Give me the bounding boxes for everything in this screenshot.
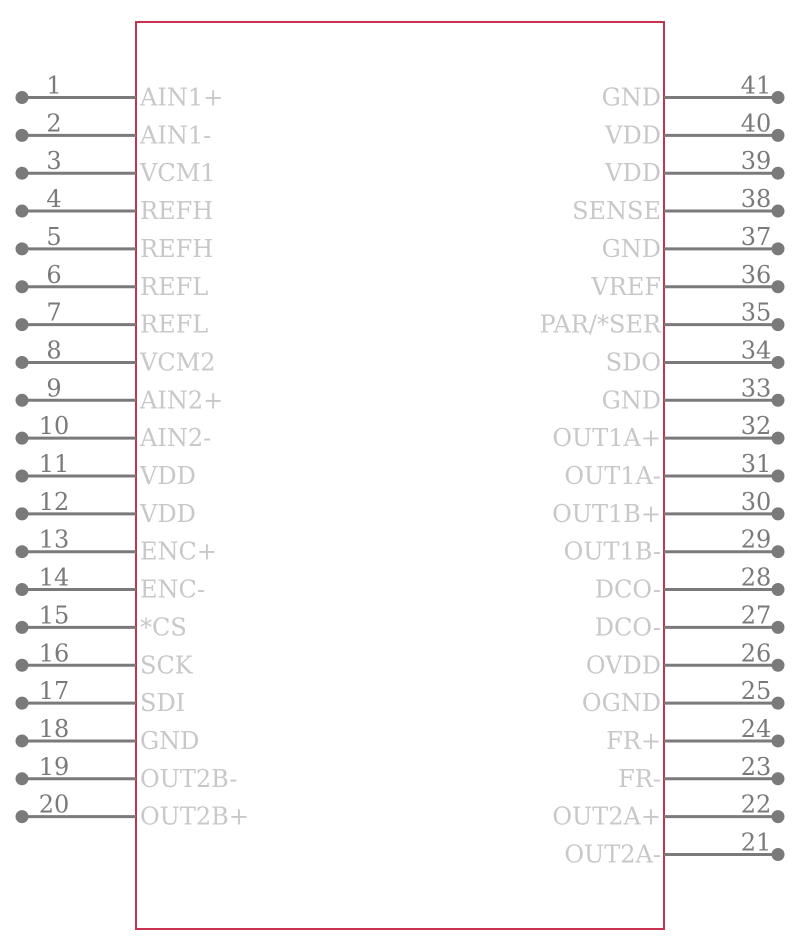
pin-number: 2 (46, 109, 62, 138)
pin-endpoint-dot (16, 91, 29, 104)
pin-endpoint-dot (772, 318, 785, 331)
pin-16 (16, 639, 194, 679)
pin-name-label: AIN1- (140, 121, 212, 150)
pin-endpoint-dot (772, 242, 785, 255)
pin-endpoint-dot (16, 432, 29, 445)
pin-number: 21 (740, 828, 772, 857)
pin-endpoint-dot (16, 167, 29, 180)
pin-name-label: REFL (140, 272, 209, 301)
pin-18 (16, 715, 200, 755)
pin-33 (602, 374, 785, 414)
pin-number: 7 (46, 298, 62, 327)
pin-endpoint-dot (772, 129, 785, 142)
pin-7 (16, 299, 209, 339)
pin-number: 29 (740, 525, 772, 554)
pin-number: 22 (740, 790, 772, 819)
pin-name-label: OUT2A- (564, 840, 661, 869)
pin-number: 38 (740, 185, 772, 214)
pin-9 (16, 374, 224, 414)
pin-name-label: FR- (618, 764, 661, 793)
pin-endpoint-dot (772, 280, 785, 293)
pin-endpoint-dot (16, 621, 29, 634)
pin-endpoint-dot (16, 659, 29, 672)
pin-number: 15 (38, 601, 70, 630)
pin-number: 14 (38, 563, 70, 592)
pin-endpoint-dot (16, 356, 29, 369)
pin-28 (595, 564, 785, 604)
pin-endpoint-dot (772, 545, 785, 558)
left-pin-group (16, 72, 249, 831)
pin-name-label: VDD (605, 159, 661, 188)
pin-endpoint-dot (772, 507, 785, 520)
pin-24 (606, 715, 784, 755)
pin-name-label: VDD (605, 121, 661, 150)
pin-29 (564, 526, 785, 566)
pin-8 (16, 336, 216, 376)
pin-number: 16 (38, 639, 70, 668)
pin-number: 33 (740, 374, 772, 403)
pin-11 (16, 450, 196, 490)
pin-name-label: SCK (140, 651, 193, 680)
pin-endpoint-dot (772, 356, 785, 369)
pin-26 (586, 639, 785, 679)
pin-name-label: VCM2 (140, 348, 216, 377)
pin-endpoint-dot (16, 280, 29, 293)
pin-number: 12 (38, 487, 70, 516)
pin-number: 41 (740, 71, 772, 100)
pin-6 (16, 261, 209, 301)
pin-name-label: GND (601, 234, 661, 263)
pin-endpoint-dot (772, 394, 785, 407)
pin-15 (16, 601, 187, 641)
pin-endpoint-dot (772, 432, 785, 445)
pin-name-label: GND (601, 386, 661, 415)
pin-36 (590, 261, 784, 301)
pin-endpoint-dot (16, 545, 29, 558)
pin-number: 18 (38, 714, 70, 743)
pin-name-label: OUT1A+ (552, 424, 661, 453)
pin-name-label: VDD (140, 499, 196, 528)
pin-1 (16, 72, 224, 112)
pin-name-label: VCM1 (140, 159, 216, 188)
pin-41 (602, 72, 785, 112)
pin-40 (604, 109, 784, 149)
pin-14 (16, 564, 206, 604)
pin-endpoint-dot (772, 470, 785, 483)
pin-name-label: OGND (581, 689, 661, 718)
pin-name-label: DCO- (594, 575, 661, 604)
pin-number: 20 (38, 790, 70, 819)
pin-name-label: OUT1B+ (552, 499, 661, 528)
pin-name-label: FR+ (606, 726, 661, 755)
pin-endpoint-dot (772, 848, 785, 861)
pin-name-label: PAR/*SER (539, 310, 661, 339)
pin-endpoint-dot (772, 583, 785, 596)
pin-name-label: VDD (140, 462, 196, 490)
pin-number: 35 (740, 298, 772, 327)
pin-number: 32 (740, 412, 772, 441)
pin-12 (16, 488, 196, 528)
pin-endpoint-dot (772, 734, 785, 747)
pin-2 (16, 109, 212, 149)
pin-number: 8 (46, 336, 62, 365)
pin-number: 13 (38, 525, 70, 554)
pin-number: 5 (46, 222, 62, 251)
pin-number: 39 (740, 147, 772, 176)
pin-name-label: GND (140, 726, 200, 755)
pin-endpoint-dot (772, 167, 785, 180)
pin-endpoint-dot (16, 507, 29, 520)
pin-name-label: AIN2- (140, 424, 212, 453)
pin-endpoint-dot (16, 583, 29, 596)
pin-endpoint-dot (16, 734, 29, 747)
pin-name-label: AIN1+ (140, 83, 224, 112)
pin-number: 6 (46, 260, 62, 289)
pin-20 (16, 791, 249, 831)
pin-number: 4 (46, 185, 62, 214)
pin-39 (604, 147, 784, 187)
pin-number: 10 (38, 412, 70, 441)
pin-endpoint-dot (16, 394, 29, 407)
pin-endpoint-dot (772, 772, 785, 785)
pin-name-label: REFH (140, 197, 214, 226)
pin-number: 11 (38, 450, 70, 478)
pin-31 (564, 450, 784, 490)
pin-number: 37 (740, 222, 772, 251)
pin-endpoint-dot (772, 205, 785, 218)
pin-number: 1 (46, 71, 62, 100)
pin-number: 26 (740, 639, 772, 668)
pin-name-label: OUT1A- (564, 462, 661, 490)
pin-number: 17 (38, 677, 70, 706)
pin-name-label: GND (601, 83, 661, 112)
pin-3 (16, 147, 216, 187)
pin-number: 34 (740, 336, 772, 365)
pin-37 (602, 223, 785, 263)
pin-21 (564, 829, 784, 869)
pin-17 (16, 677, 186, 717)
pin-name-label: SDO (605, 348, 661, 377)
pin-name-label: REFH (140, 234, 214, 263)
pin-endpoint-dot (16, 129, 29, 142)
pin-13 (16, 526, 218, 566)
pin-name-label: SENSE (572, 197, 661, 226)
pin-endpoint-dot (16, 697, 29, 710)
pin-22 (552, 791, 784, 831)
pin-number: 23 (740, 752, 772, 781)
pin-endpoint-dot (16, 318, 29, 331)
pin-endpoint-dot (16, 205, 29, 218)
pin-35 (540, 299, 785, 339)
pin-name-label: OUT1B- (563, 537, 661, 566)
pin-name-label: AIN2+ (140, 386, 224, 415)
pin-number: 9 (46, 374, 62, 403)
pin-endpoint-dot (772, 810, 785, 823)
right-pin-group (540, 72, 785, 869)
pin-name-label: VREF (591, 272, 661, 301)
pin-number: 31 (740, 450, 772, 478)
pin-number: 40 (740, 109, 772, 138)
pin-32 (552, 412, 784, 452)
pin-name-label: OUT2B+ (140, 802, 249, 831)
pin-25 (582, 677, 785, 717)
pin-5 (16, 223, 214, 263)
pin-endpoint-dot (16, 810, 29, 823)
pin-name-label: REFL (140, 310, 209, 339)
pin-34 (606, 336, 785, 376)
pin-name-label: OVDD (585, 651, 661, 680)
pin-endpoint-dot (772, 697, 785, 710)
pin-number: 25 (740, 677, 772, 706)
pin-27 (595, 601, 785, 641)
pin-endpoint-dot (16, 242, 29, 255)
pin-30 (552, 488, 784, 528)
pin-number: 27 (740, 601, 772, 630)
pin-name-label: DCO- (594, 613, 661, 642)
pin-number: 30 (740, 487, 772, 516)
pin-name-label: SDI (140, 689, 186, 718)
pin-number: 36 (740, 260, 772, 289)
pin-name-label: OUT2B- (140, 764, 238, 793)
pin-number: 3 (46, 147, 62, 176)
pin-38 (572, 185, 784, 225)
pin-name-label: ENC- (140, 575, 205, 604)
pin-number: 24 (740, 714, 772, 743)
pin-19 (16, 753, 238, 793)
pin-endpoint-dot (772, 659, 785, 672)
pin-number: 28 (740, 563, 772, 592)
pin-name-label: ENC+ (140, 537, 217, 566)
pin-endpoint-dot (16, 470, 29, 483)
pin-name-label: *CS (140, 613, 187, 642)
pin-endpoint-dot (16, 772, 29, 785)
pin-endpoint-dot (772, 621, 785, 634)
pin-4 (16, 185, 214, 225)
pin-23 (618, 753, 784, 793)
pin-endpoint-dot (772, 91, 785, 104)
pin-number: 19 (38, 752, 70, 781)
pin-name-label: OUT2A+ (552, 802, 661, 831)
pin-10 (16, 412, 212, 452)
